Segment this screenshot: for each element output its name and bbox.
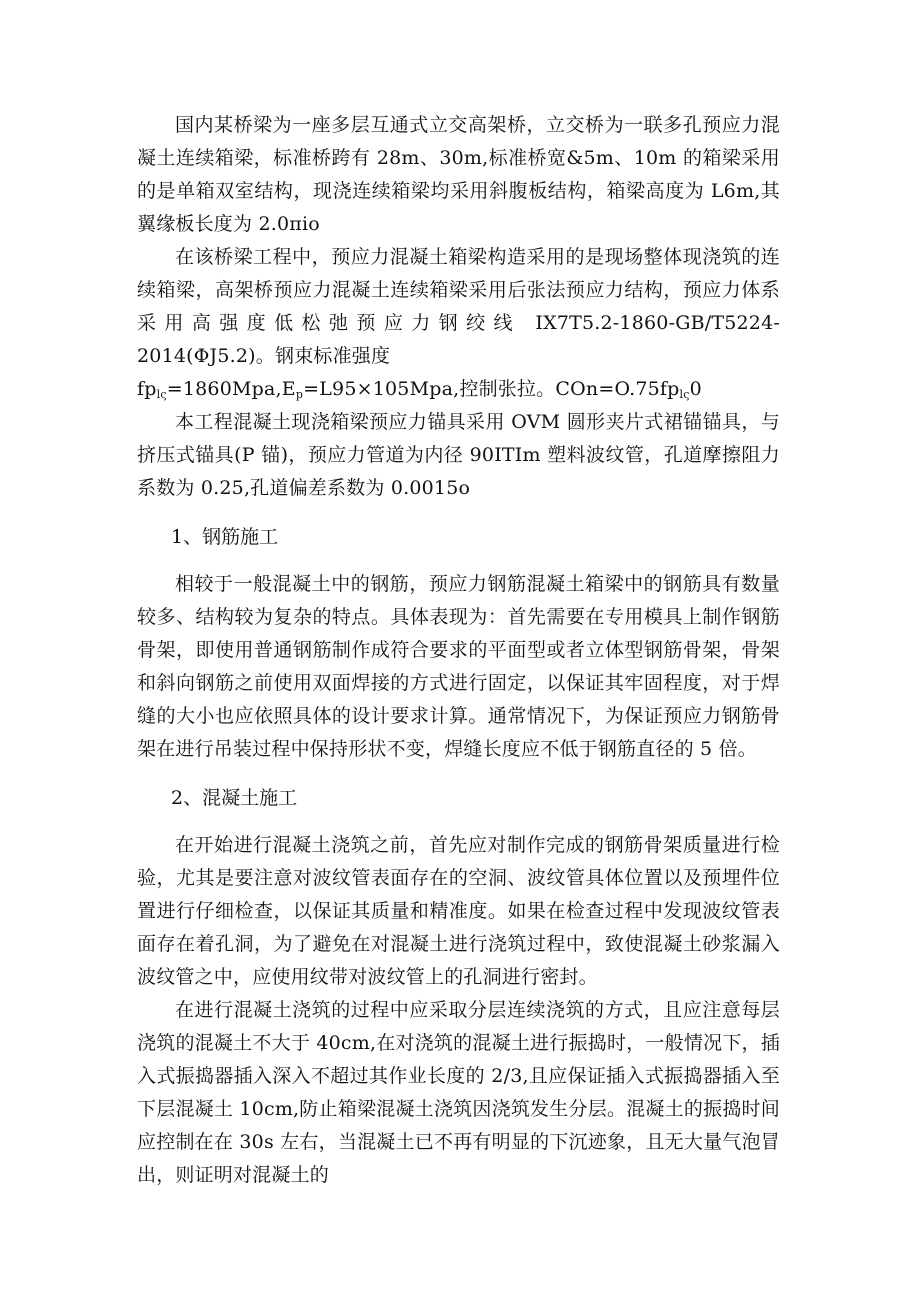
- formula-mid-1: =1860Mpa,E: [166, 378, 296, 400]
- paragraph-anchorage: 本工程混凝土现浇箱梁预应力锚具采用 OVM 圆形夹片式裙锚锚具，与挤压式锚具(P 锚)，预应力管道为内径 90ITIm 塑料波纹管，孔道摩擦阻力系数为 0.25,孔道偏差系数为 0.0015o: [137, 411, 780, 499]
- paragraph-rebar-construction: 相较于一般混凝土中的钢筋，预应力钢筋混凝土箱梁中的钢筋具有数量较多、结构较为复杂的特点。具体表现为：首先需要在专用模具上制作钢筋骨架，即使用普通钢筋制作成符合要求的平面型或者立体型钢筋骨架，骨架和斜向钢筋之前使用双面焊接的方式进行固定，以保证其牢固程度，对于焊缝的大小也应依照具体的设计要求计算。通常情况下，为保证预应力钢筋骨架在进行吊装过程中保持形状不变，焊缝长度应不低于钢筋直径的 5 倍。: [137, 573, 780, 760]
- paragraph-prestress-system: [137, 241, 780, 406]
- section-heading-rebar: 1、钢筋施工: [171, 526, 279, 548]
- section-heading-concrete: 2、混凝土施工: [171, 787, 298, 809]
- paragraph-pre-pour-inspection: 在开始进行混凝土浇筑之前，首先应对制作完成的钢筋骨架质量进行检验，尤其是要注意对波纹管表面存在的空洞、波纹管具体位置以及预埋件位置进行仔细检查，以保证其质量和精准度。如果在检查过程中发现波纹管表面存在着孔洞，为了避免在对混凝土进行浇筑过程中，致使混凝土砂浆漏入波纹管之中，应使用纹带对波纹管上的孔洞进行密封。: [137, 834, 780, 988]
- formula-sub-1: lς: [156, 388, 167, 401]
- formula-fp: fp: [137, 378, 157, 400]
- formula-end: 0: [689, 378, 702, 400]
- paragraph-prestress-text: 在该桥梁工程中，预应力混凝土箱梁构造采用的是现场整体现浇筑的连续箱梁，高架桥预应力混凝土连续箱梁采用后张法预应力结构，预应力体系采用高强度低松弛预应力钢绞线 IX7T5.2-1860-GB/T5224-2014(ΦJ5.2)。钢束标准强度: [137, 246, 780, 367]
- formula-sub-2: p: [295, 388, 304, 401]
- paragraph-layered-pouring: 在进行混凝土浇筑的过程中应采取分层连续浇筑的方式，且应注意每层浇筑的混凝土不大于 40cm,在对浇筑的混凝土进行振捣时，一般情况下，插入式振捣器插入深入不超过其作业长度的 2/3,且应保证插入式振捣器插入至下层混凝土 10cm,防止箱梁混凝土浇筑因浇筑发生分层。混凝土的振捣时间应控制在在 30s 左右，当混凝土已不再有明显的下沉迹象，且无大量气泡冒出，则证明对混凝土的: [137, 999, 780, 1186]
- formula-sub-3: lς: [679, 388, 690, 401]
- paragraph-bridge-overview: 国内某桥梁为一座多层互通式立交高架桥，立交桥为一联多孔预应力混凝土连续箱梁，标准桥跨有 28m、30m,标准桥宽&5m、10m 的箱梁采用的是单箱双室结构，现浇连续箱梁均采用斜腹板结构，箱梁高度为 L6m,其翼缘板长度为 2.0πio: [137, 114, 780, 235]
- formula-mid-2: =L95×105Mpa,控制张拉。COn=O.75fp: [303, 378, 680, 400]
